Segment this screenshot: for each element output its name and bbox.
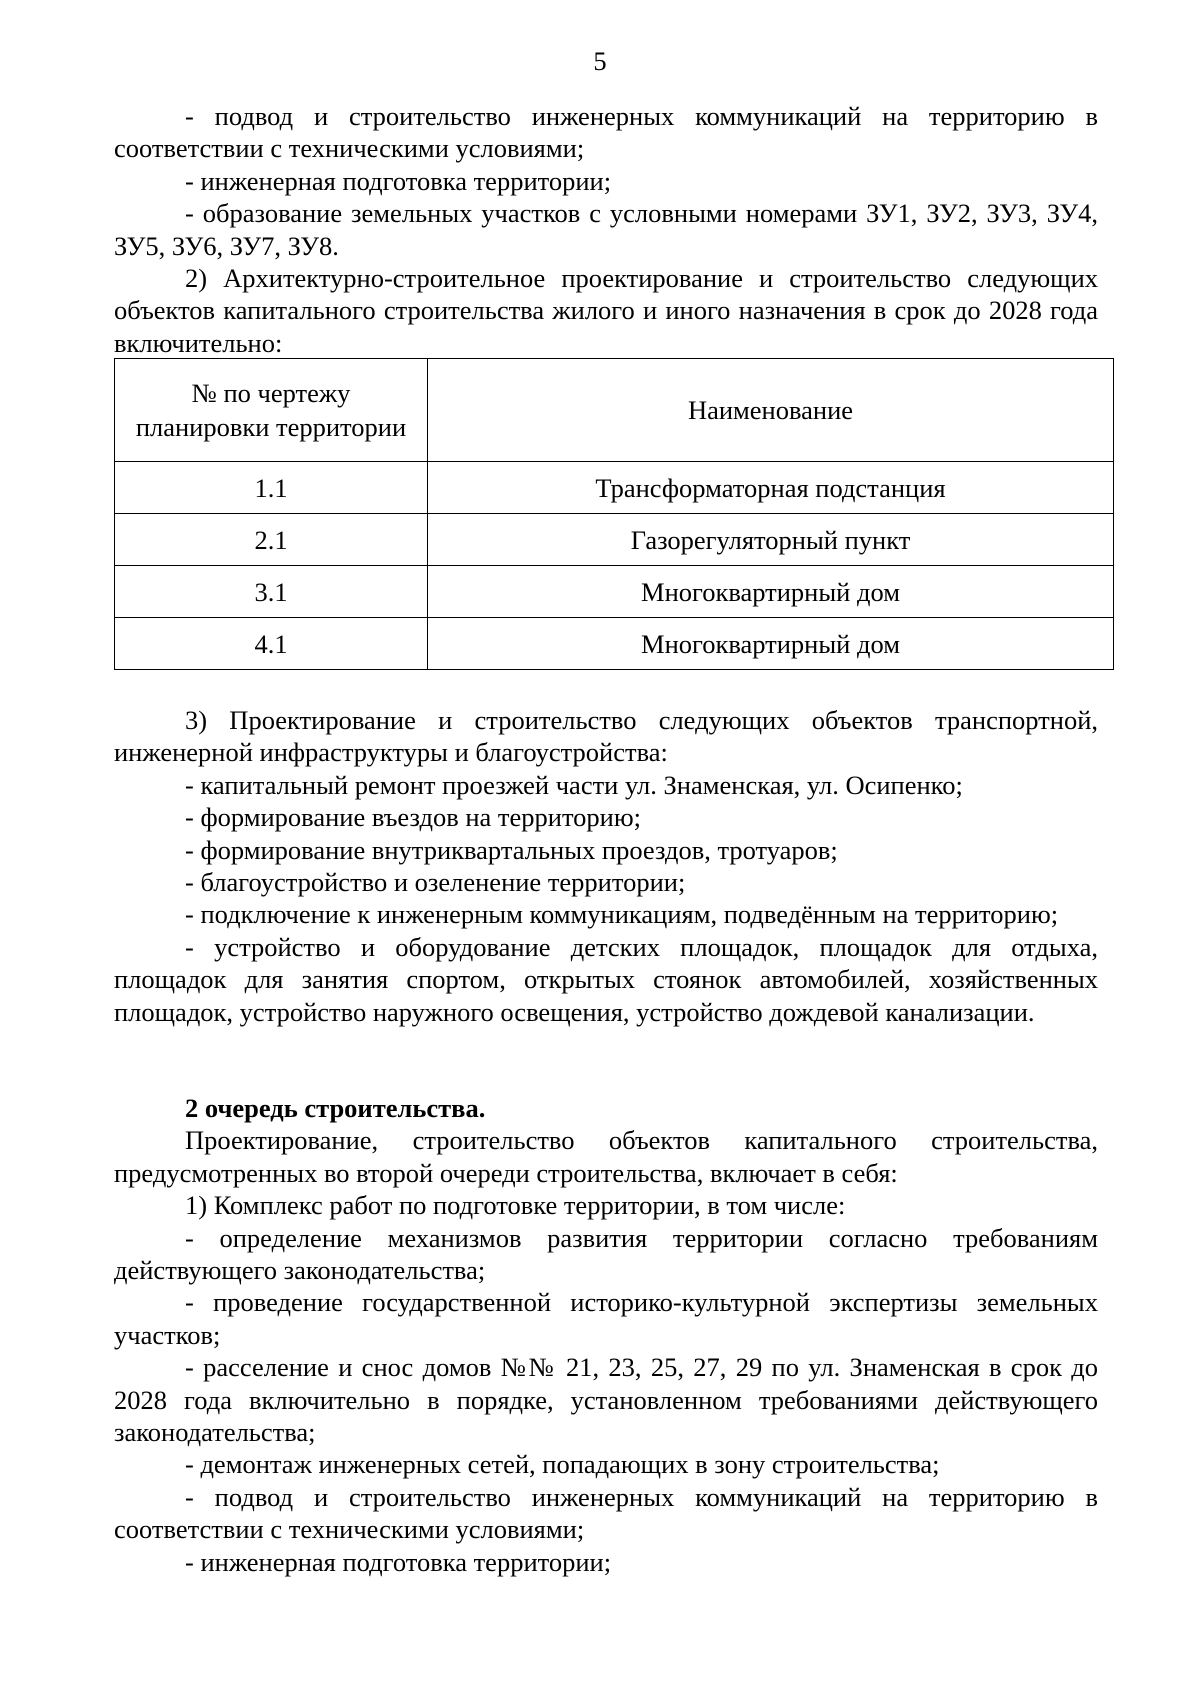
table-row <box>115 514 1114 566</box>
paragraph: - расселение и снос домов №№ 21, 23, 25, 27, 29 по ул. Знаменская в срок до 2028 года включительно в порядке, установленном требованиями действующего законодательства; <box>114 1352 1098 1448</box>
table-cell-name: Многоквартирный дом <box>428 566 1114 618</box>
table-cell-number: 4.1 <box>115 618 428 670</box>
paragraph: - определение механизмов развития территории согласно требованиям действующего законодательства; <box>114 1222 1098 1286</box>
paragraph: - устройство и оборудование детских площадок, площадок для отдыха, площадок для занятия спортом, открытых стоянок автомобилей, хозяйственных площадок, устройство наружного освещения, устройство дождевой канализации. <box>114 931 1098 1027</box>
table-cell-number: 1.1 <box>115 462 428 514</box>
paragraph: - инженерная подготовка территории; <box>185 1546 612 1577</box>
table-cell-number: 3.1 <box>115 566 428 618</box>
paragraph: Проектирование, строительство объектов капитального строительства, предусмотренных во второй очереди строительства, включает в себя: <box>114 1125 1098 1188</box>
page-number: 5 <box>593 46 607 76</box>
table-header-name: Наименование <box>428 359 1114 462</box>
paragraph: - формирование въездов на территорию; <box>185 802 642 833</box>
paragraph: - подключение к инженерным коммуникациям, подведённым на территорию; <box>185 899 1059 930</box>
paragraph: - капитальный ремонт проезжей части ул. Знаменская, ул. Осипенко; <box>185 769 963 800</box>
table-row <box>115 566 1114 618</box>
paragraph: 2) Архитектурно-строительное проектирование и строительство следующих объектов капитального строительства жилого и иного назначения в срок до 2028 года включительно: <box>114 263 1098 358</box>
paragraph: - благоустройство и озеленение территории; <box>185 867 686 898</box>
table-header-row <box>115 359 1114 462</box>
paragraph: - формирование внутриквартальных проездов, тротуаров; <box>185 834 838 865</box>
table-header-number: № по чертежу планировки территории <box>115 359 428 462</box>
paragraph: - образование земельных участков с условными номерами ЗУ1, ЗУ2, ЗУ3, ЗУ4, ЗУ5, ЗУ6, ЗУ7, ЗУ8. <box>114 198 1098 261</box>
paragraph: - проведение государственной историко-культурной экспертизы земельных участков; <box>114 1287 1098 1350</box>
text-block-3 <box>114 1092 1098 1578</box>
table-cell-number: 2.1 <box>115 514 428 566</box>
paragraph: - демонтаж инженерных сетей, попадающих в зону строительства; <box>185 1449 940 1480</box>
text-block-2 <box>114 704 1098 1028</box>
table-cell-name: Газорегуляторный пункт <box>428 514 1114 566</box>
table-row <box>115 618 1114 670</box>
table-cell-name: Трансформаторная подстанция <box>428 462 1114 514</box>
section-heading: 2 очередь строительства. <box>185 1093 486 1123</box>
paragraph: 1) Комплекс работ по подготовке территории, в том числе: <box>185 1190 846 1221</box>
paragraph: - подвод и строительство инженерных коммуникаций на территорию в соответствии с техническими условиями; <box>114 1481 1098 1545</box>
text-block-1 <box>114 100 1098 359</box>
paragraph: - инженерная подготовка территории; <box>185 165 612 196</box>
objects-table <box>114 358 1114 670</box>
table-row <box>115 462 1114 514</box>
paragraph: - подвод и строительство инженерных коммуникаций на территорию в соответствии с техническими условиями; <box>114 101 1098 164</box>
paragraph: 3) Проектирование и строительство следующих объектов транспортной, инженерной инфраструктуры и благоустройства: <box>114 705 1098 768</box>
table-cell-name: Многоквартирный дом <box>428 618 1114 670</box>
